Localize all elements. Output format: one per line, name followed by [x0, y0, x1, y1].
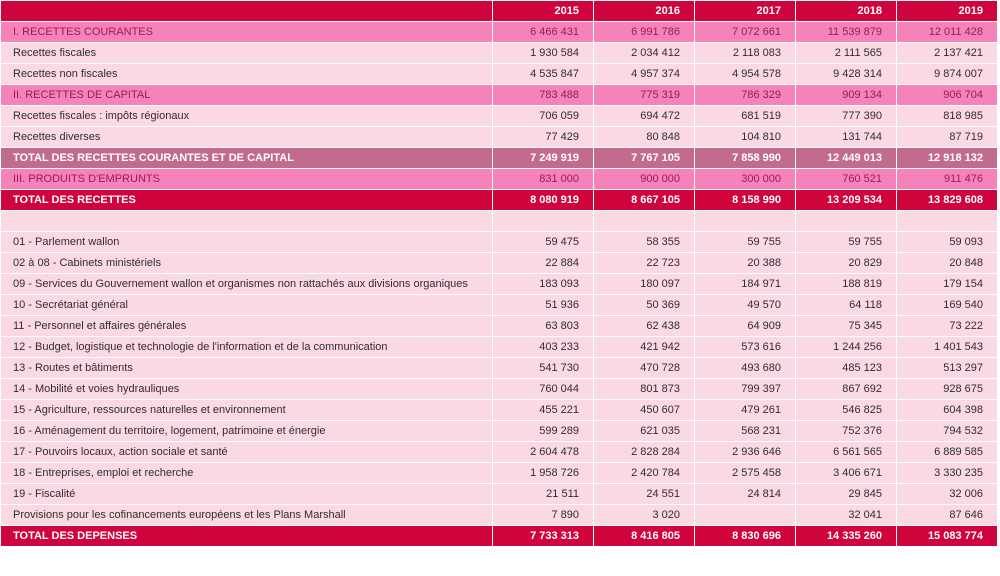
value-cell: 3 330 235 [897, 463, 998, 484]
value-cell: 1 958 726 [493, 463, 594, 484]
value-cell: 450 607 [594, 400, 695, 421]
value-cell: 22 723 [594, 253, 695, 274]
value-cell: 2 118 083 [695, 43, 796, 64]
row-label: 02 à 08 - Cabinets ministériels [1, 253, 493, 274]
table-row [1, 148, 998, 169]
value-cell: 2 936 646 [695, 442, 796, 463]
value-cell: 14 335 260 [796, 526, 897, 547]
value-cell: 479 261 [695, 400, 796, 421]
value-cell: 928 675 [897, 379, 998, 400]
value-cell: 8 158 990 [695, 190, 796, 211]
value-cell: 87 719 [897, 127, 998, 148]
value-cell [796, 211, 897, 232]
value-cell: 775 319 [594, 85, 695, 106]
value-cell: 15 083 774 [897, 526, 998, 547]
table-row [1, 43, 998, 64]
row-label: 10 - Secrétariat général [1, 295, 493, 316]
value-cell: 4 957 374 [594, 64, 695, 85]
value-cell: 29 845 [796, 484, 897, 505]
table-row [1, 253, 998, 274]
value-cell: 12 449 013 [796, 148, 897, 169]
row-label: TOTAL DES RECETTES [1, 190, 493, 211]
row-label: Recettes fiscales : impôts régionaux [1, 106, 493, 127]
value-cell: 906 704 [897, 85, 998, 106]
value-cell: 568 231 [695, 421, 796, 442]
value-cell: 799 397 [695, 379, 796, 400]
value-cell: 184 971 [695, 274, 796, 295]
value-cell: 1 401 543 [897, 337, 998, 358]
value-cell: 21 511 [493, 484, 594, 505]
table-row [1, 484, 998, 505]
value-cell: 77 429 [493, 127, 594, 148]
row-label: Recettes non fiscales [1, 64, 493, 85]
value-cell: 2 111 565 [796, 43, 897, 64]
table-row [1, 274, 998, 295]
header-row [1, 1, 998, 22]
value-cell: 179 154 [897, 274, 998, 295]
value-cell: 50 369 [594, 295, 695, 316]
value-cell: 573 616 [695, 337, 796, 358]
value-cell [897, 211, 998, 232]
value-cell: 2 420 784 [594, 463, 695, 484]
value-cell: 8 416 805 [594, 526, 695, 547]
value-cell: 180 097 [594, 274, 695, 295]
value-cell: 104 810 [695, 127, 796, 148]
value-cell: 752 376 [796, 421, 897, 442]
table-row [1, 211, 998, 232]
row-label [1, 211, 493, 232]
value-cell: 421 942 [594, 337, 695, 358]
table-row [1, 421, 998, 442]
table-body [1, 22, 998, 547]
value-cell: 11 539 879 [796, 22, 897, 43]
value-cell: 59 755 [695, 232, 796, 253]
row-label: 14 - Mobilité et voies hydrauliques [1, 379, 493, 400]
value-cell: 7 733 313 [493, 526, 594, 547]
value-cell: 7 858 990 [695, 148, 796, 169]
value-cell: 32 006 [897, 484, 998, 505]
value-cell: 403 233 [493, 337, 594, 358]
value-cell: 801 873 [594, 379, 695, 400]
value-cell: 783 488 [493, 85, 594, 106]
value-cell: 818 985 [897, 106, 998, 127]
row-label: TOTAL DES DEPENSES [1, 526, 493, 547]
value-cell: 73 222 [897, 316, 998, 337]
value-cell: 20 848 [897, 253, 998, 274]
value-cell: 831 000 [493, 169, 594, 190]
value-cell: 62 438 [594, 316, 695, 337]
value-cell [695, 505, 796, 526]
value-cell: 760 521 [796, 169, 897, 190]
year-header: 2016 [594, 1, 695, 22]
value-cell: 22 884 [493, 253, 594, 274]
value-cell: 9 428 314 [796, 64, 897, 85]
value-cell: 694 472 [594, 106, 695, 127]
value-cell: 1 930 584 [493, 43, 594, 64]
table-row [1, 379, 998, 400]
year-header: 2017 [695, 1, 796, 22]
value-cell: 4 535 847 [493, 64, 594, 85]
year-header: 2019 [897, 1, 998, 22]
value-cell: 188 819 [796, 274, 897, 295]
row-label: 16 - Aménagement du territoire, logement, patrimoine et énergie [1, 421, 493, 442]
value-cell: 1 244 256 [796, 337, 897, 358]
table-row [1, 190, 998, 211]
value-cell: 59 093 [897, 232, 998, 253]
value-cell [493, 211, 594, 232]
table-row [1, 169, 998, 190]
value-cell: 12 918 132 [897, 148, 998, 169]
value-cell: 24 551 [594, 484, 695, 505]
row-label: Recettes fiscales [1, 43, 493, 64]
value-cell: 706 059 [493, 106, 594, 127]
value-cell: 2 034 412 [594, 43, 695, 64]
table-row [1, 316, 998, 337]
table-row [1, 295, 998, 316]
table-row [1, 442, 998, 463]
value-cell: 909 134 [796, 85, 897, 106]
row-label: 13 - Routes et bâtiments [1, 358, 493, 379]
value-cell: 599 289 [493, 421, 594, 442]
value-cell: 6 991 786 [594, 22, 695, 43]
table-row [1, 232, 998, 253]
row-label: 18 - Entreprises, emploi et recherche [1, 463, 493, 484]
value-cell: 6 466 431 [493, 22, 594, 43]
value-cell: 64 118 [796, 295, 897, 316]
table-row [1, 358, 998, 379]
value-cell: 2 828 284 [594, 442, 695, 463]
table-row [1, 400, 998, 421]
value-cell: 8 830 696 [695, 526, 796, 547]
row-label: III. PRODUITS D'EMPRUNTS [1, 169, 493, 190]
table-row [1, 85, 998, 106]
row-label: Recettes diverses [1, 127, 493, 148]
table-row [1, 22, 998, 43]
value-cell: 2 575 458 [695, 463, 796, 484]
row-label: TOTAL DES RECETTES COURANTES ET DE CAPITAL [1, 148, 493, 169]
value-cell: 4 954 578 [695, 64, 796, 85]
value-cell: 493 680 [695, 358, 796, 379]
value-cell: 6 889 585 [897, 442, 998, 463]
value-cell [594, 211, 695, 232]
value-cell: 63 803 [493, 316, 594, 337]
value-cell: 8 080 919 [493, 190, 594, 211]
value-cell: 58 355 [594, 232, 695, 253]
row-label: 12 - Budget, logistique et technologie de l'information et de la communication [1, 337, 493, 358]
table-row [1, 64, 998, 85]
year-header: 2015 [493, 1, 594, 22]
value-cell: 604 398 [897, 400, 998, 421]
value-cell: 3 406 671 [796, 463, 897, 484]
table-row [1, 106, 998, 127]
value-cell: 911 476 [897, 169, 998, 190]
value-cell: 87 646 [897, 505, 998, 526]
value-cell: 513 297 [897, 358, 998, 379]
value-cell: 183 093 [493, 274, 594, 295]
value-cell: 20 388 [695, 253, 796, 274]
year-header: 2018 [796, 1, 897, 22]
table-row [1, 127, 998, 148]
value-cell: 169 540 [897, 295, 998, 316]
value-cell: 51 936 [493, 295, 594, 316]
value-cell: 7 249 919 [493, 148, 594, 169]
value-cell: 64 909 [695, 316, 796, 337]
row-label: II. RECETTES DE CAPITAL [1, 85, 493, 106]
row-label: 09 - Services du Gouvernement wallon et organismes non rattachés aux divisions organiques [1, 274, 493, 295]
value-cell: 541 730 [493, 358, 594, 379]
row-label: 17 - Pouvoirs locaux, action sociale et santé [1, 442, 493, 463]
value-cell: 80 848 [594, 127, 695, 148]
value-cell: 777 390 [796, 106, 897, 127]
value-cell: 867 692 [796, 379, 897, 400]
value-cell: 455 221 [493, 400, 594, 421]
row-label: 15 - Agriculture, ressources naturelles et environnement [1, 400, 493, 421]
value-cell: 24 814 [695, 484, 796, 505]
value-cell: 786 329 [695, 85, 796, 106]
value-cell [695, 211, 796, 232]
table-row [1, 505, 998, 526]
value-cell: 681 519 [695, 106, 796, 127]
value-cell: 20 829 [796, 253, 897, 274]
value-cell: 9 874 007 [897, 64, 998, 85]
table-row [1, 463, 998, 484]
value-cell: 13 829 608 [897, 190, 998, 211]
value-cell: 300 000 [695, 169, 796, 190]
header-corner-cell [1, 1, 493, 22]
value-cell: 8 667 105 [594, 190, 695, 211]
value-cell: 760 044 [493, 379, 594, 400]
row-label: 01 - Parlement wallon [1, 232, 493, 253]
value-cell: 485 123 [796, 358, 897, 379]
row-label: 19 - Fiscalité [1, 484, 493, 505]
value-cell: 546 825 [796, 400, 897, 421]
value-cell: 7 767 105 [594, 148, 695, 169]
table-row [1, 526, 998, 547]
value-cell: 131 744 [796, 127, 897, 148]
value-cell: 621 035 [594, 421, 695, 442]
value-cell: 7 072 661 [695, 22, 796, 43]
value-cell: 6 561 565 [796, 442, 897, 463]
value-cell: 12 011 428 [897, 22, 998, 43]
value-cell: 2 604 478 [493, 442, 594, 463]
value-cell: 13 209 534 [796, 190, 897, 211]
row-label: 11 - Personnel et affaires générales [1, 316, 493, 337]
value-cell: 32 041 [796, 505, 897, 526]
value-cell: 794 532 [897, 421, 998, 442]
value-cell: 470 728 [594, 358, 695, 379]
value-cell: 7 890 [493, 505, 594, 526]
row-label: I. RECETTES COURANTES [1, 22, 493, 43]
value-cell: 59 475 [493, 232, 594, 253]
value-cell: 49 570 [695, 295, 796, 316]
row-label: Provisions pour les cofinancements européens et les Plans Marshall [1, 505, 493, 526]
table-row [1, 337, 998, 358]
value-cell: 75 345 [796, 316, 897, 337]
value-cell: 2 137 421 [897, 43, 998, 64]
value-cell: 59 755 [796, 232, 897, 253]
value-cell: 900 000 [594, 169, 695, 190]
value-cell: 3 020 [594, 505, 695, 526]
